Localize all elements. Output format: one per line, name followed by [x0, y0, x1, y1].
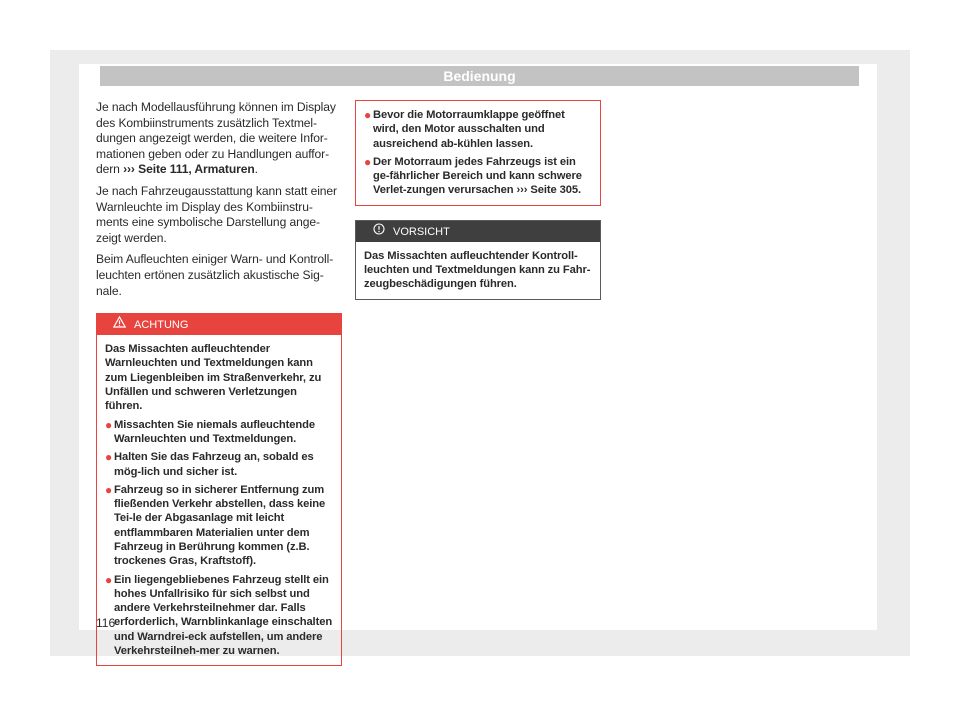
warning-intro: Das Missachten aufleuchtender Warnleuchten und Textmeldungen kann zum Liegenbleiben im Straßenverkehr, zu Unfällen und schweren Verletzungen führen.	[105, 343, 322, 413]
warning-box-body	[97, 335, 341, 665]
page-number: 116	[96, 616, 116, 630]
paragraph-tail: .	[254, 162, 258, 177]
list-item-text: Ein liegengebliebenes Fahrzeug stellt ein hohes Unfallrisiko für sich selbst und andere Verkehrsteilnehmer dar. Falls erforderlich, Warnblinkanlage einschalten und Warndrei-eck aufstellen, um andere Verkehrsteilneh-mer zu warnen.	[114, 573, 333, 658]
caution-box-header	[356, 221, 600, 242]
warning-triangle-icon	[113, 314, 126, 335]
list-item-tail: .	[578, 184, 582, 197]
paragraph: Je nach Fahrzeugausstattung kann statt einer Warnleuchte im Display des Kombiinstru-ments eine symbolische Darstellung ange-zeigt werden.	[96, 183, 337, 245]
bullet-icon: ●	[105, 572, 113, 587]
list-item-text: Bevor die Motorraumklappe geöffnet wird, den Motor ausschalten und ausreichend ab-kühlen lassen.	[373, 109, 565, 150]
left-column	[96, 100, 342, 666]
list-item-text-main: Der Motorraum jedes Fahrzeugs ist ein ge-fährlicher Bereich und kann schwere Verlet-zungen verursachen	[373, 155, 582, 197]
caution-box-body	[356, 242, 600, 299]
caution-circle-icon	[372, 221, 385, 242]
list-item	[364, 108, 592, 151]
bullet-icon: ●	[105, 417, 113, 432]
list-item-text: Fahrzeug so in sicherer Entfernung zum fließenden Verkehr abstellen, dass keine Tei-le der Abgasanlage mit leicht entflammbaren Materialien unter dem Fahrzeug in Berührung kommen (z.B. trockenes Gras, Kraftstoff).	[114, 483, 326, 568]
caution-box-title: VORSICHT	[393, 225, 450, 238]
section-header: Bedienung	[100, 66, 859, 86]
list-item-text: Missachten Sie niemals aufleuchtende Warnleuchten und Textmeldungen.	[114, 418, 315, 445]
warning-box-header	[97, 314, 341, 335]
bullet-icon: ●	[364, 154, 372, 169]
caution-text: Das Missachten aufleuchtender Kontroll-leuchten und Textmeldungen kann zu Fahr-zeugbeschädigungen führen.	[364, 249, 591, 291]
list-item	[105, 450, 333, 479]
list-item	[364, 155, 592, 198]
cross-reference-link[interactable]: ››› Seite 111, Armaturen	[123, 162, 255, 177]
bullet-icon: ●	[364, 108, 372, 122]
warning-box-title: ACHTUNG	[134, 319, 189, 332]
list-item	[105, 418, 333, 447]
bullet-icon: ●	[105, 482, 113, 497]
list-item-text	[373, 155, 592, 198]
caution-box	[355, 220, 601, 300]
list-item	[105, 573, 333, 659]
paragraph-text: Je nach Modellausführung können im Display des Kombiinstruments zusätzlich Textmel-dungen angezeigt werden, die weitere Infor-mationen geben oder zu Handlungen auffor-dern	[96, 100, 336, 177]
list-item-text: Halten Sie das Fahrzeug an, sobald es mög-lich und sicher ist.	[114, 451, 314, 478]
warning-box-body	[356, 101, 600, 205]
list-item	[105, 483, 333, 569]
paragraph: Beim Aufleuchten einiger Warn- und Kontroll-leuchten ertönen zusätzlich akustische Sig-nale.	[96, 252, 334, 298]
right-column	[355, 100, 601, 300]
bullet-icon: ●	[105, 450, 113, 465]
warning-box-continued	[355, 100, 601, 206]
warning-box	[96, 313, 342, 666]
cross-reference-link[interactable]: ››› Seite 305	[516, 184, 579, 197]
paragraph	[96, 100, 342, 178]
